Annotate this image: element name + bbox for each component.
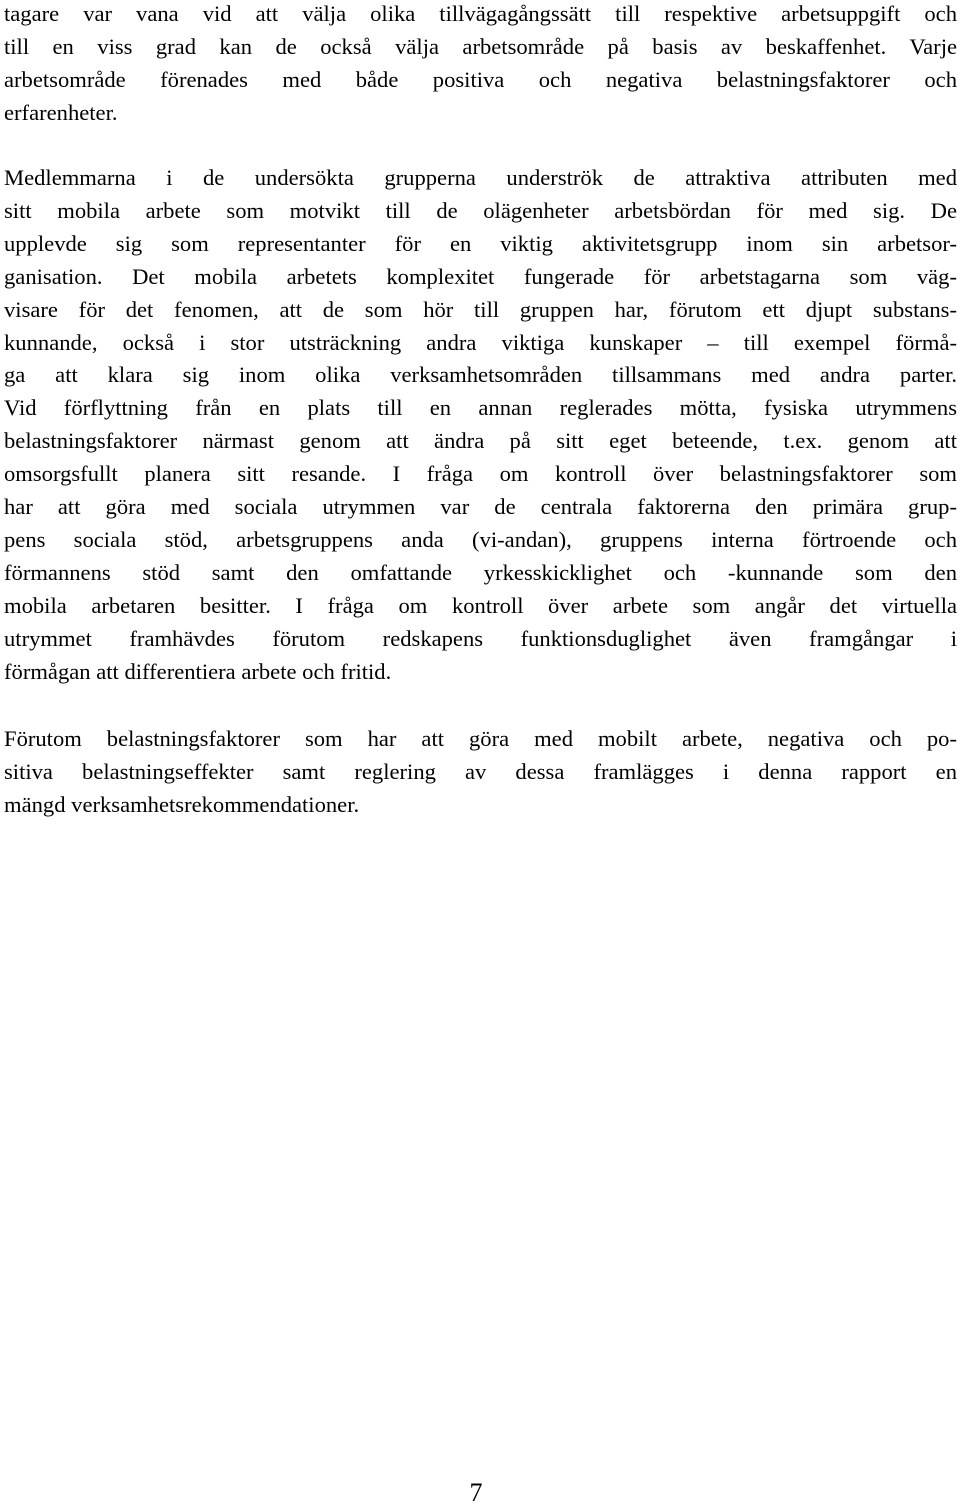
text-line: erfarenheter. bbox=[4, 99, 118, 125]
text-line: mobila arbetaren besitter. I fråga om kontroll över arbete som angår det virtuella bbox=[4, 592, 957, 618]
text-line: mängd verksamhetsrekommendationer. bbox=[4, 791, 360, 817]
text-line: sitt mobila arbete som motvikt till de olägenheter arbetsbördan för med sig. De bbox=[4, 197, 957, 223]
text-line: har att göra med sociala utrymmen var de centrala faktorerna den primära grup- bbox=[4, 494, 957, 520]
text-line: pens sociala stöd, arbetsgruppens anda (vi-andan), gruppens interna förtroende och bbox=[4, 526, 957, 552]
paragraph-2 bbox=[4, 162, 957, 689]
text-line: Medlemmarna i de undersökta grupperna underströk de attraktiva attributen med bbox=[4, 165, 957, 190]
text-line: utrymmet framhävdes förutom redskapens funktionsduglighet även framgångar i bbox=[4, 625, 957, 651]
text-line: förmågan att differentiera arbete och fritid. bbox=[4, 658, 392, 684]
text-line: belastningsfaktorer närmast genom att ändra på sitt eget beteende, t.ex. genom att bbox=[4, 428, 957, 454]
text-line: omsorgsfullt planera sitt resande. I fråga om kontroll över belastningsfaktorer som bbox=[4, 461, 957, 487]
document-page bbox=[4, 0, 957, 1505]
paragraph-3 bbox=[4, 723, 957, 822]
text-line: ganisation. Det mobila arbetets komplexitet fungerade för arbetstagarna som väg- bbox=[4, 263, 957, 289]
paragraph-1 bbox=[4, 0, 957, 130]
text-line: kunnande, också i stor utsträckning andra viktiga kunskaper – till exempel förmå- bbox=[4, 329, 957, 355]
text-line: visare för det fenomen, att de som hör till gruppen har, förutom ett djupt substans- bbox=[4, 296, 957, 322]
text-line: förmannens stöd samt den omfattande yrkesskicklighet och -kunnande som den bbox=[4, 559, 957, 585]
text-line: Vid förflyttning från en plats till en annan reglerades mötta, fysiska utrymmens bbox=[4, 395, 957, 421]
text-line: Förutom belastningsfaktorer som har att göra med mobilt arbete, negativa och po- bbox=[4, 726, 957, 751]
text-line: ga att klara sig inom olika verksamhetsområden tillsammans med andra parter. bbox=[4, 362, 957, 388]
text-line: tagare var vana vid att välja olika tillvägagångssätt till respektive arbetsuppgift och bbox=[4, 1, 957, 26]
text-line: upplevde sig som representanter för en viktig aktivitetsgrupp inom sin arbetsor- bbox=[4, 230, 957, 256]
text-line: till en viss grad kan de också välja arbetsområde på basis av beskaffenhet. Varje bbox=[4, 33, 957, 59]
text-line: sitiva belastningseffekter samt reglering av dessa framlägges i denna rapport en bbox=[4, 758, 957, 784]
text-line: arbetsområde förenades med både positiva och negativa belastningsfaktorer och bbox=[4, 66, 957, 92]
page-number: 7 bbox=[469, 1478, 483, 1507]
